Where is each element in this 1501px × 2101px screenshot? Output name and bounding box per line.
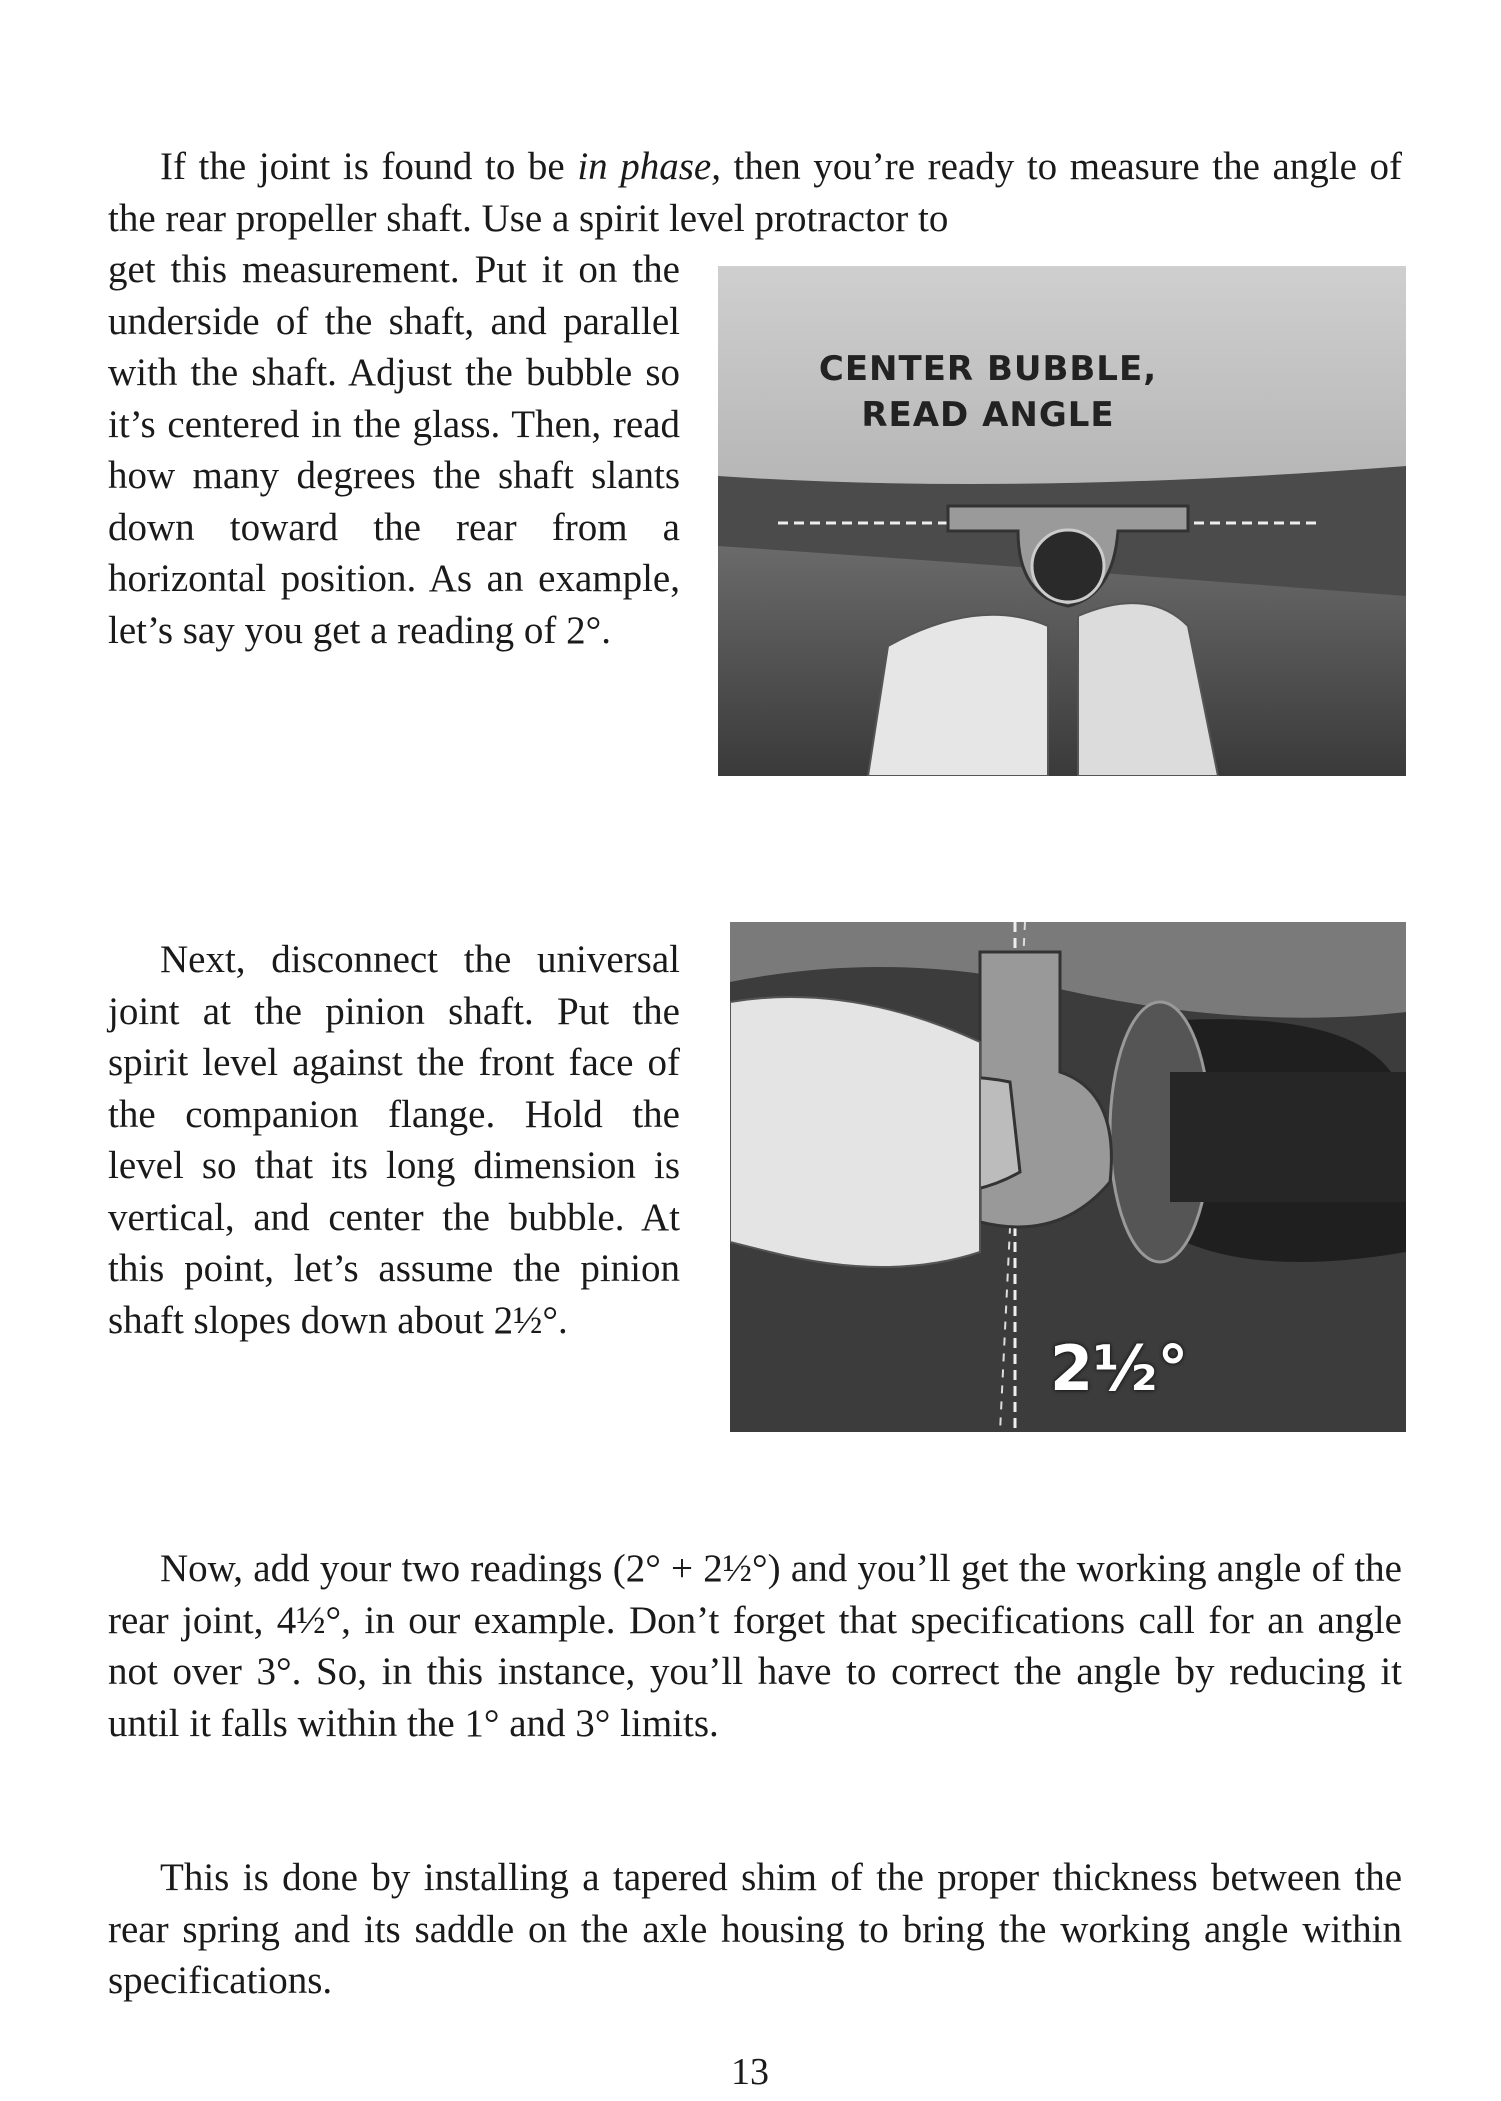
paragraph-measure-shaft: get this measurement. Put it on the underside of the shaft, and parallel with the shaft. Adjust the bubble so it’s centered in the glass. Then, read how many degrees the shaft slants down toward the rear from a horizontal position. As an example, let’s say you get a reading of 2°. [108, 248, 680, 652]
photo-protractor-on-flange [730, 922, 1406, 1432]
page-number: 13 [731, 2051, 769, 2093]
photo-shaft-illustration [718, 266, 1406, 776]
paragraph-pinion-shaft: Next, disconnect the universal joint at the pinion shaft. Put the spirit level against the front face of the companion flange. Hold the level so that its long dimension is vertical, and center the bubble. At this point, let’s assume the pinion shaft slopes down about 2½°. [108, 938, 680, 1342]
photo-caption [778, 346, 1198, 438]
photo-caption-line-1: CENTER BUBBLE, [818, 349, 1158, 389]
paragraph-intro-text-a: If the joint is found to be [160, 145, 578, 188]
paragraph-working-angle: Now, add your two readings (2° + 2½°) and you’ll get the working angle of the rear joint, 4½°, in our example. Don’t forget that specifications call for an angle not over 3°. So, in this instance, you’ll have to correct the angle by reducing it until it falls within the 1° and 3° limits. [108, 1547, 1402, 1745]
photo-angle-label: 2½° [1050, 1332, 1189, 1405]
paragraph-intro-emphasis: in phase, [577, 145, 721, 188]
paragraph-intro-text-b: then you’re ready to measure the angle of the rear propeller shaft. Use a spirit level protractor to [108, 145, 1402, 240]
photo-protractor-on-shaft [718, 266, 1406, 776]
paragraph-tapered-shim: This is done by installing a tapered shim of the proper thickness between the rear spring and its saddle on the axle housing to bring the working angle within specifications. [108, 1856, 1402, 2002]
photo-caption-line-2: READ ANGLE [861, 395, 1115, 435]
paragraph-intro [108, 141, 1402, 244]
